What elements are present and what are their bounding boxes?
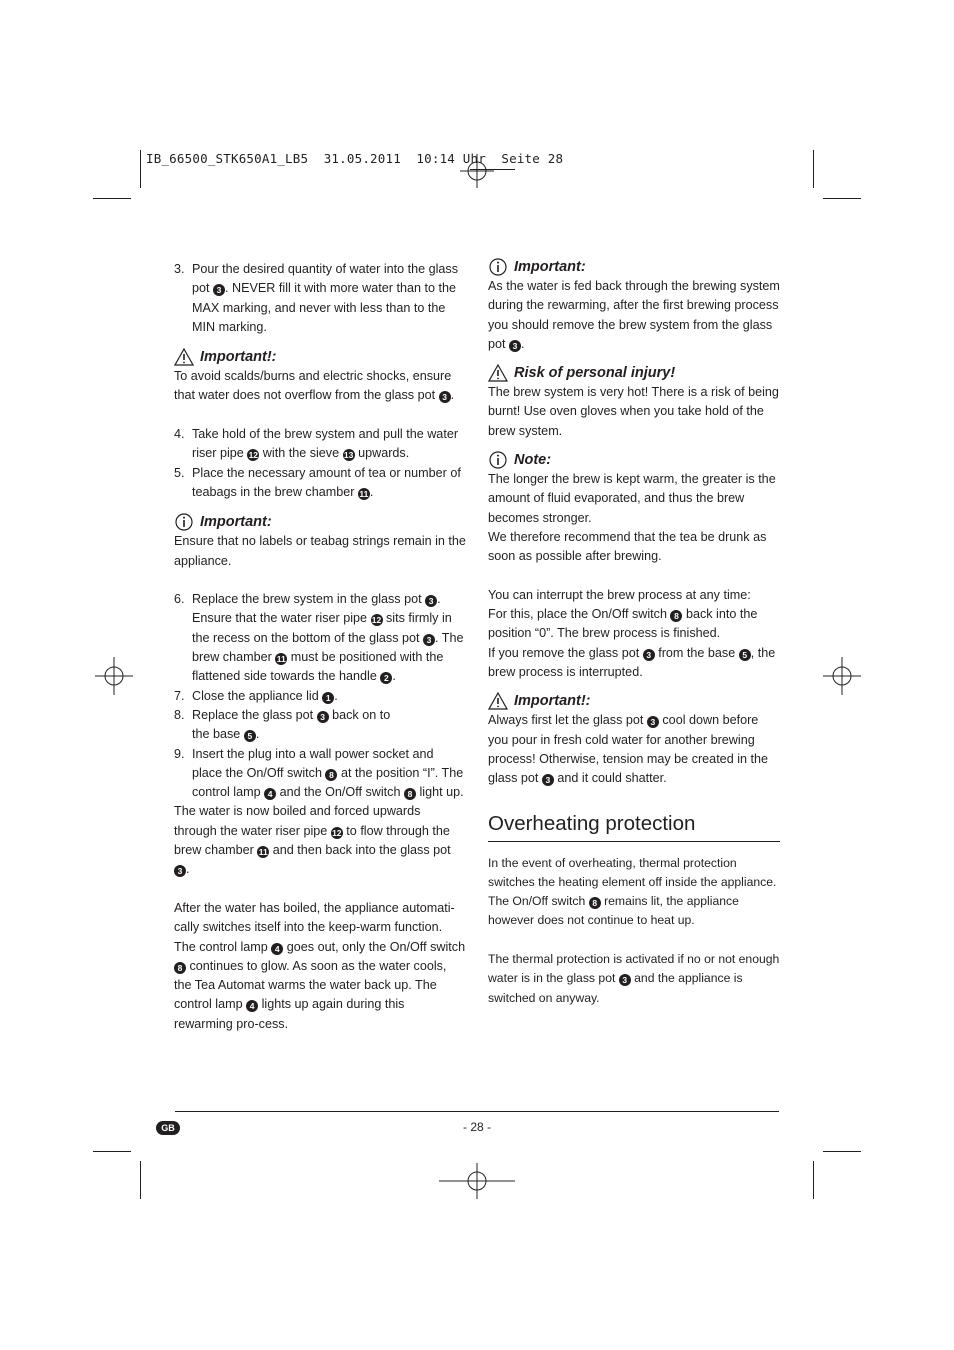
ref-number: 3 <box>423 634 435 646</box>
ref-number: 3 <box>619 974 631 986</box>
step-4: 4. Take hold of the brew system and pull the water riser pipe 12 with the sieve 13 upwards. <box>174 427 459 461</box>
body-paragraph: The thermal protection is activated if no or not enough water is in the glass pot 3 and the appliance is switched on anyway. <box>488 952 780 1005</box>
note-heading: Note: <box>488 450 780 470</box>
slug-underline <box>470 169 515 170</box>
right-column <box>488 257 780 1008</box>
ref-number: 3 <box>542 774 554 786</box>
crop-mark <box>93 198 131 199</box>
ref-number: 12 <box>371 615 382 626</box>
ref-number: 11 <box>258 847 268 858</box>
ref-number: 3 <box>174 865 186 877</box>
ref-number: 3 <box>317 711 329 723</box>
registration-mark-bottom <box>439 1163 515 1199</box>
ref-number: 4 <box>246 1000 258 1012</box>
body-paragraph: In the event of overheating, thermal protection switches the heating element off inside the appliance. The On/Off switch 8 remains lit, the appliance however does not continue to heat up. <box>488 855 777 928</box>
registration-mark-right <box>823 657 861 695</box>
crop-mark <box>823 1151 861 1152</box>
crop-mark <box>823 198 861 199</box>
ref-number: 3 <box>643 649 655 661</box>
registration-mark-left <box>95 657 133 695</box>
left-column <box>174 260 466 1034</box>
step-6: 6. Replace the brew system in the glass pot 3 . Ensure that the water riser pipe 12 sits firmly in the recess on the bottom of the glass pot 3 . The brew chamber 11 must be positioned with the flattened side towards the handle 2 . <box>174 592 464 684</box>
crop-mark <box>813 150 814 188</box>
ref-number: 3 <box>213 284 225 296</box>
step-5: 5. Place the necessary amount of tea or number of teabags in the brew chamber 11 . <box>174 465 461 499</box>
ref-number: 12 <box>332 827 342 838</box>
warning-heading: Risk of personal injury! <box>488 363 780 383</box>
crop-mark <box>93 1151 131 1152</box>
page-number: - 28 - <box>462 1120 491 1134</box>
info-heading: Important: <box>488 257 780 277</box>
warning-triangle-icon <box>488 364 508 382</box>
warning-heading: Important!: <box>488 691 780 711</box>
body-paragraph: The water is now boiled and forced upwards through the water riser pipe 12 to flow through the brew chamber 11 and then back into the glass pot 3 . <box>174 804 451 877</box>
ref-number: 1 <box>322 692 334 704</box>
ref-number: 3 <box>425 595 437 607</box>
ref-number: 11 <box>276 654 286 665</box>
ref-number: 3 <box>509 340 521 352</box>
warning-triangle-icon <box>174 348 194 366</box>
info-heading: Important: <box>174 512 466 532</box>
step-3: 3. Pour the desired quantity of water into the glass pot 3 . NEVER fill it with more water than to the MAX marking, and never with less than to the MIN marking. <box>174 262 459 334</box>
warning-text: To avoid scalds/burns and electric shocks, ensure that water does not overflow from the glass pot 3 . <box>174 369 455 403</box>
info-text: Ensure that no labels or teabag strings remain in the appliance. <box>174 534 466 568</box>
ref-number: 3 <box>647 716 659 728</box>
ref-number: 3 <box>439 391 451 403</box>
step-7: 7. Close the appliance lid 1 . <box>174 688 338 703</box>
body-paragraph: After the water has boiled, the appliance automati-cally switches itself into the keep-warm function. The control lamp 4 goes out, only the On/Off switch 8 continues to glow. As soon as the water cools, the Tea Automat warms the water back up. The control lamp 4 lights up again during this rewarming pro-cess. <box>174 900 466 1031</box>
step-8: 8. Replace the glass pot 3 back on to the base 5 . <box>174 707 391 742</box>
warning-text: Always first let the glass pot 3 cool down before you pour in fresh cold water for another brewing process! Otherwise, tension may be created in the glass pot 3 and it could shatter. <box>488 713 769 786</box>
note-text: We therefore recommend that the tea be drunk as soon as possible after brewing. <box>488 529 767 564</box>
ref-number: 4 <box>264 788 276 800</box>
info-text: As the water is fed back through the brewing system during the rewarming, after the first brewing process you should remove the brew system from the glass pot 3 . <box>488 279 780 351</box>
info-icon <box>174 513 194 531</box>
crop-mark <box>813 1161 814 1199</box>
ref-number: 13 <box>343 450 354 461</box>
body-paragraph: For this, place the On/Off switch 8 back into the position “0”. The brew process is finished. <box>488 607 758 641</box>
footer-rule <box>175 1111 779 1112</box>
warning-triangle-icon <box>488 692 508 710</box>
body-paragraph: You can interrupt the brew process at any time: <box>488 587 751 602</box>
ref-number: 12 <box>248 450 259 461</box>
ref-number: 5 <box>739 649 751 661</box>
ref-number: 2 <box>380 672 392 684</box>
warning-text: The brew system is very hot! There is a risk of being burnt! Use oven gloves when you take hold of the brew system. <box>488 385 779 438</box>
note-text: The longer the brew is kept warm, the greater is the amount of fluid evaporated, and thus the brew becomes stronger. <box>488 472 776 525</box>
section-heading: Overheating protection <box>488 811 780 842</box>
crop-mark <box>140 150 141 188</box>
print-slug: IB_66500_STK650A1_LB5 31.05.2011 10:14 Uhr Seite 28 <box>146 151 564 166</box>
ref-number: 8 <box>670 610 682 622</box>
ref-number: 4 <box>271 943 283 955</box>
ref-number: 11 <box>359 488 369 499</box>
warning-heading: Important!: <box>174 347 466 367</box>
ref-number: 8 <box>325 769 337 781</box>
ref-number: 8 <box>404 788 416 800</box>
ref-number: 8 <box>174 962 186 974</box>
crop-mark <box>140 1161 141 1199</box>
ref-number: 8 <box>589 897 601 909</box>
info-icon <box>488 451 508 469</box>
ref-number: 5 <box>244 730 256 742</box>
body-paragraph: If you remove the glass pot 3 from the base 5 , the brew process is interrupted. <box>488 645 776 680</box>
country-badge: GB <box>156 1121 180 1135</box>
step-9: 9. Insert the plug into a wall power socket and place the On/Off switch 8 at the position “I”. The control lamp 4 and the On/Off switch 8 light up. <box>174 746 464 800</box>
info-icon <box>488 258 508 276</box>
